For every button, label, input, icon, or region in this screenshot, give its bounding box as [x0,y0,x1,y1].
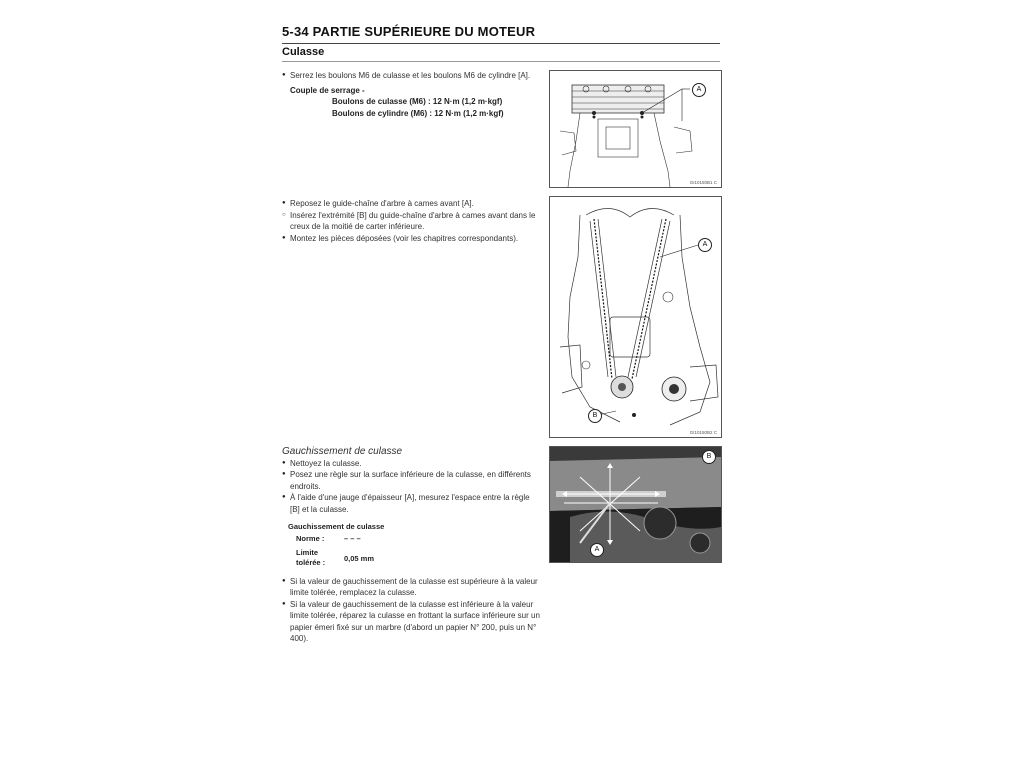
torque-heading: Couple de serrage - [290,85,365,95]
figure-code: GI10150B1 C [689,180,717,185]
figure-warp-measurement-photo [549,446,722,563]
figure-cam-chain-guide [549,196,722,438]
section-rule [282,61,720,62]
cam-chain-guide-illustration [550,197,721,437]
warp-measurement-photo [550,447,721,562]
limite-label: Limite tolérée : [296,547,326,567]
instruction-bullet: ● Si la valeur de gauchissement de la culasse est supérieure à la valeur limite tolérée, remplacez la culasse. [282,576,540,599]
norme-label: Norme : [296,533,325,543]
callout-b: B [702,450,716,464]
callout-b: B [588,409,602,423]
instruction-bullet: ● Montez les pièces déposées (voir les chapitres correspondants). [282,233,540,245]
instruction-bullet: ○ Insérez l'extrémité [B] du guide-chaîne d'arbre à cames avant dans le creux de la moitié de carter inférieure. [282,210,540,233]
instruction-bullet: ● Reposez le guide-chaîne d'arbre à cames avant [A]. [282,198,540,210]
instruction-bullet: ● À l'aide d'une jauge d'épaisseur [A], mesurez l'espace entre la règle [B] et la culasse. [282,492,540,515]
figure-cylinder-head-bolts [549,70,722,188]
callout-a: A [692,83,706,97]
instruction-bullet: ● Si la valeur de gauchissement de la culasse est inférieure à la valeur limite tolérée, réparez la culasse en frottant la surface inférieure sur un papier émeri fixé sur un marbre (d'abord un papier N° 200, puis un N° 400). [282,599,540,645]
spec-heading: Gauchissement de culasse [288,522,385,531]
limite-value: 0,05 mm [344,553,375,563]
torque-spec-line: Boulons de cylindre (M6) : 12 N·m (1,2 m·kgf) [332,108,504,118]
instruction-bullet: ● Posez une règle sur la surface inférieure de la culasse, en différents endroits. [282,469,540,492]
instruction-bullet: ● Nettoyez la culasse. [282,458,540,470]
norme-value: – – – [344,533,361,543]
torque-spec-line: Boulons de culasse (M6) : 12 N·m (1,2 m·kgf) [332,97,503,106]
instruction-block-2 [282,198,540,244]
callout-a: A [590,543,604,557]
section-title: Culasse [282,46,325,58]
warp-section [282,446,540,645]
warp-heading: Gauchissement de culasse [282,446,403,457]
callout-a: A [698,238,712,252]
instruction-bullet: ● Serrez les boulons M6 de culasse et les boulons M6 de cylindre [A]. [282,70,540,82]
instruction-block-1 [282,70,540,119]
warp-spec-table [296,534,378,568]
figure-code: GI10150B2 C [689,430,717,435]
page-title: 5-34 PARTIE SUPÉRIEURE DU MOTEUR [282,24,536,39]
title-rule [282,43,720,44]
